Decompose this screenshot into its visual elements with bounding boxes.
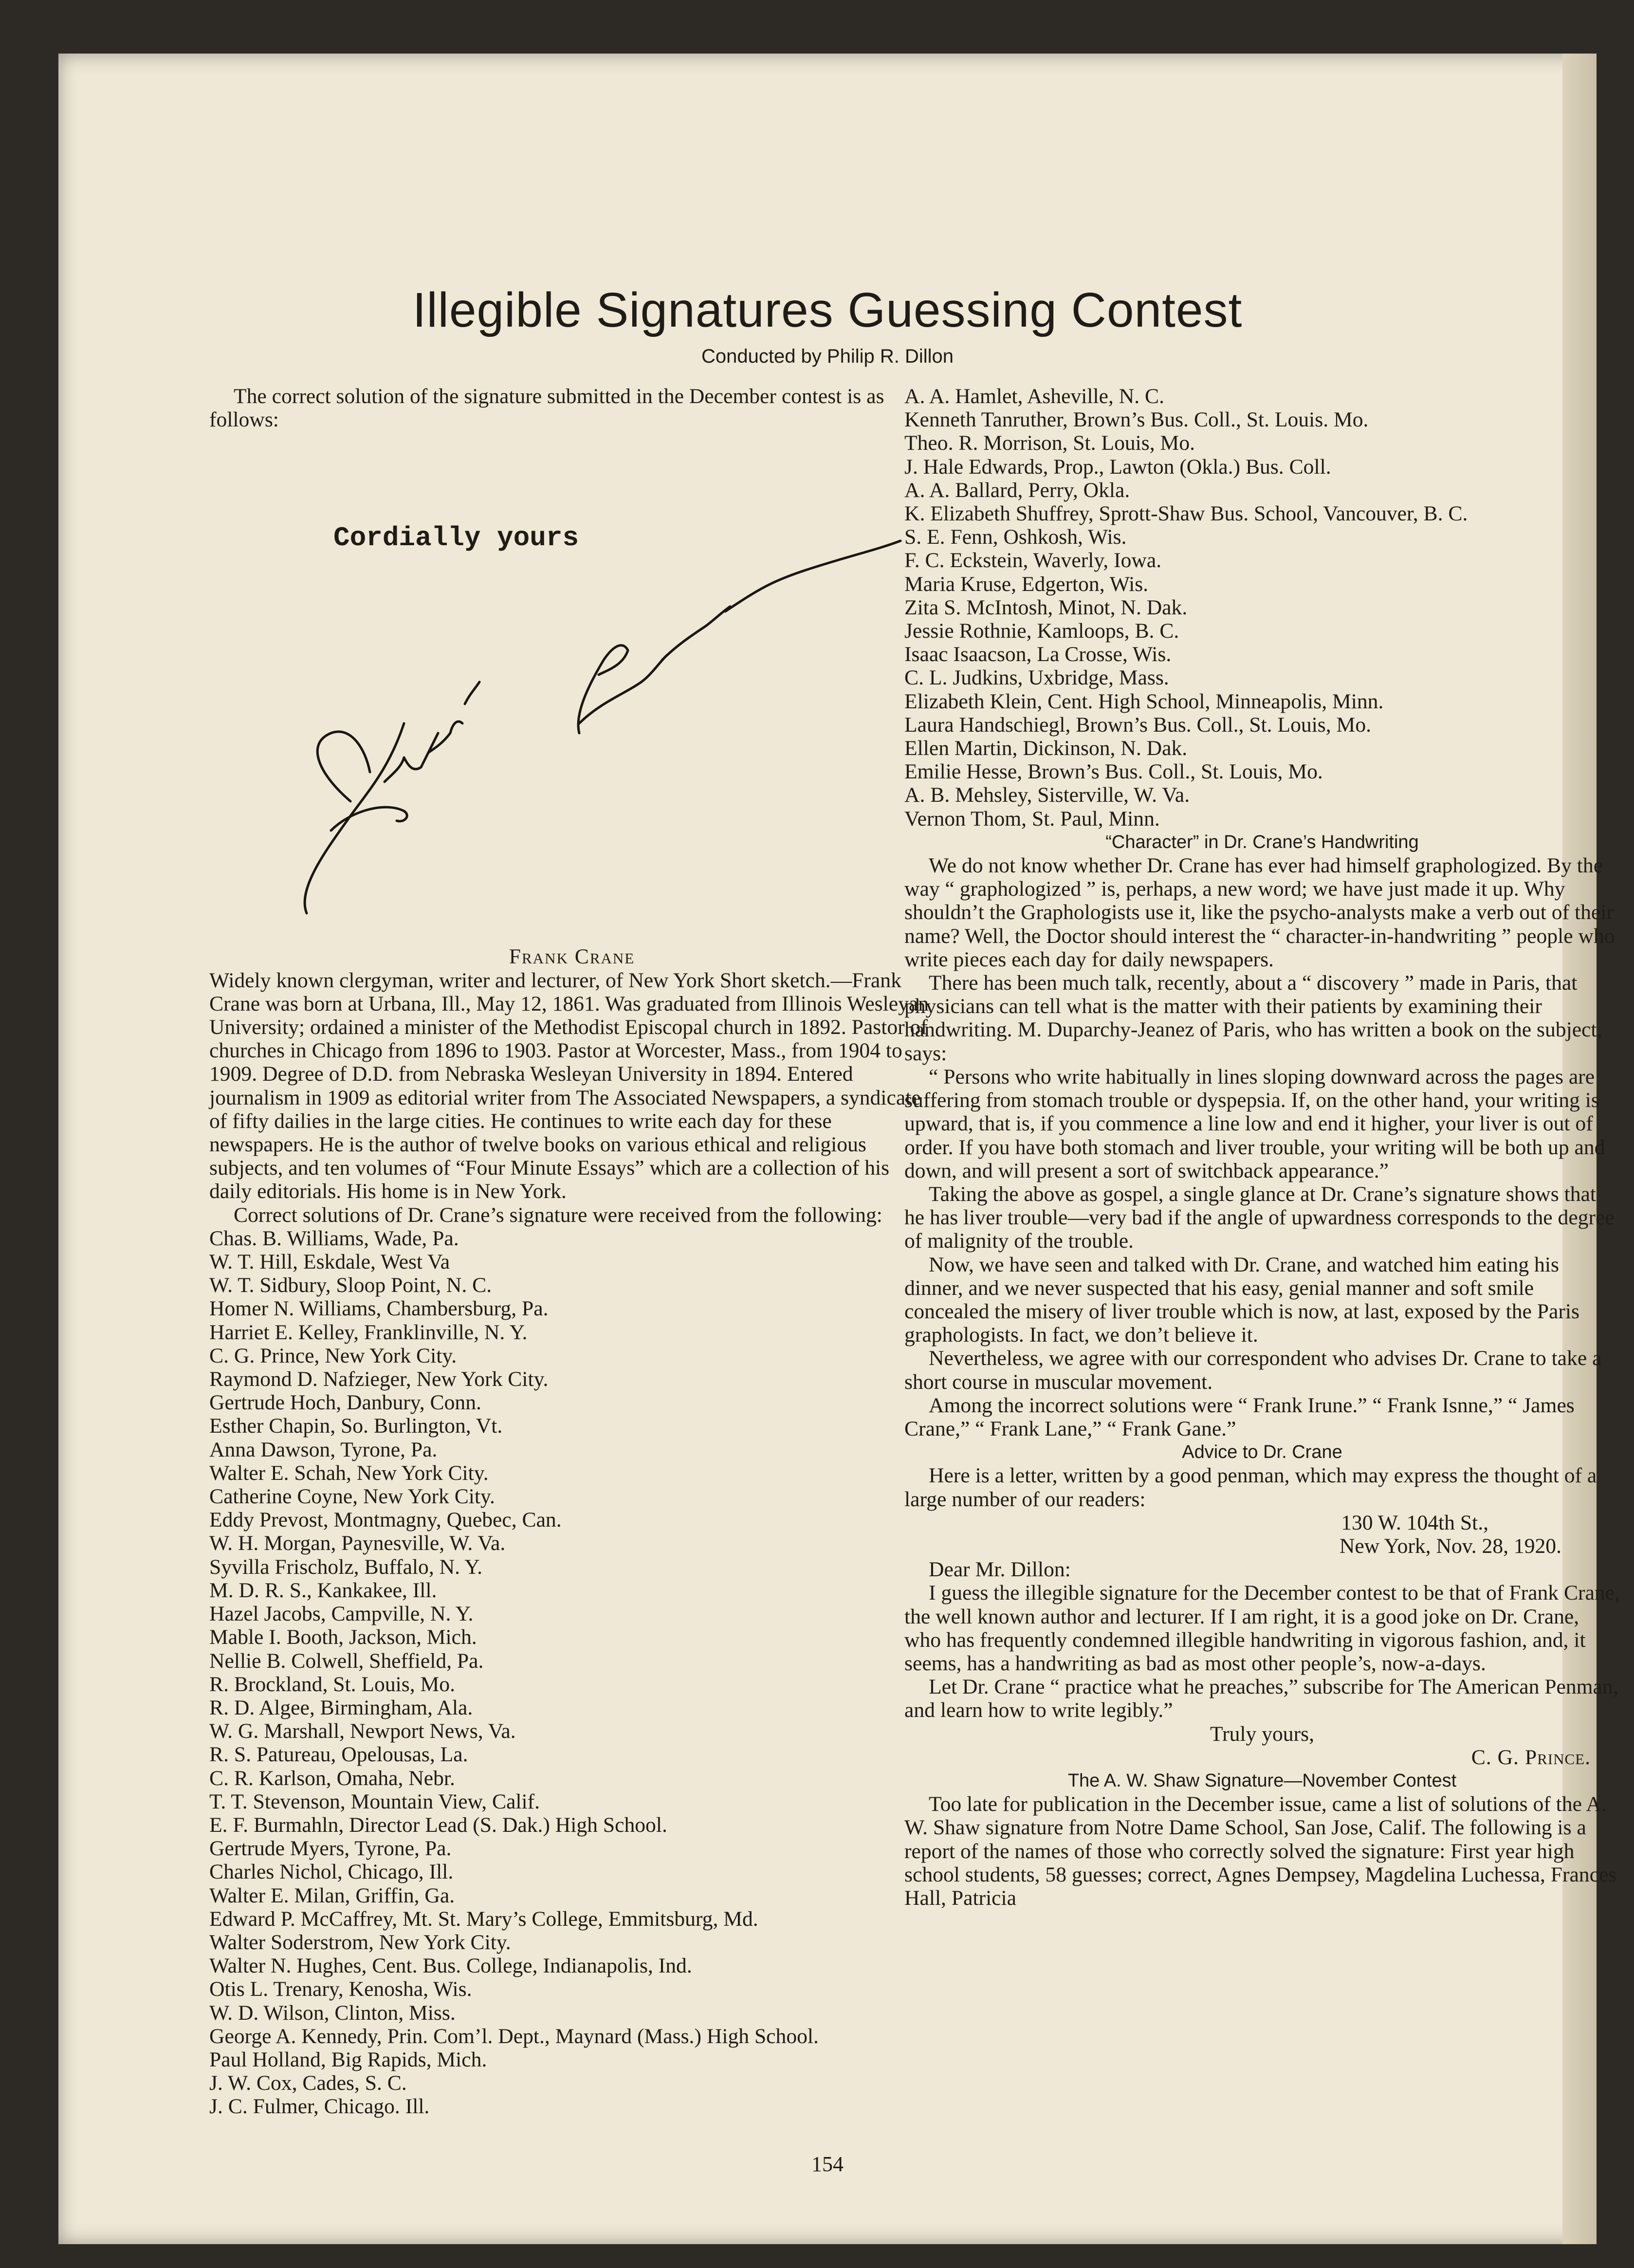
- section-heading-advice: Advice to Dr. Crane: [1182, 1442, 1342, 1463]
- solver-entry: Walter E. Milan, Griffin, Ga.: [209, 1883, 455, 1907]
- solver-entry: Catherine Coyne, New York City.: [209, 1485, 495, 1509]
- solver-entry: R. S. Patureau, Opelousas, La.: [209, 1743, 468, 1767]
- solver-entry: A. A. Ballard, Perry, Okla.: [904, 478, 1130, 502]
- section-paragraph: “ Persons who write habitually in lines sloping downward across the pages are suffering from stomach trouble or dyspepsia. If, on the other hand, your writing is upward, that is, if you commence a line low and end it higher, your liver is out of order. If you have both stomach and liver trouble, your writing will be both up and down, and will present a sort of switchback appearance.”: [904, 1065, 1605, 1182]
- section-paragraph: Now, we have seen and talked with Dr. Crane, and watched him eating his dinner, and we never suspected that his easy, genial manner and soft smile concealed the misery of liver trouble which is now, at last, exposed by the Paris graphologists. In fact, we don’t believe it.: [904, 1253, 1579, 1347]
- page-number: 154: [811, 2152, 844, 2176]
- section-character-body: [904, 854, 1620, 1440]
- section-paragraph: Taking the above as gospel, a single glance at Dr. Crane’s signature shows that he has liver trouble—very bad if the angle of upwardness corresponds to the degree of malignity of the trouble.: [904, 1182, 1615, 1253]
- solver-entry: Isaac Isaacson, La Crosse, Wis.: [904, 643, 1172, 666]
- section-paragraph: We do not know whether Dr. Crane has ever had himself graphologized. By the way “ graphologized ” is, perhaps, a new word; we have just made it up. Why shouldn’t the Graphologists use it, like the psycho-analysts make a verb out of their name? Well, the Doctor should interest the “ character-in-handwriting ” people who write pieces each day for daily newspapers.: [904, 854, 1615, 971]
- solver-entry: Kenneth Tanruther, Brown’s Bus. Coll., St. Louis. Mo.: [904, 408, 1369, 432]
- solver-entry: J. W. Cox, Cades, S. C.: [209, 2071, 407, 2095]
- left-column: [209, 385, 935, 2119]
- solver-entry: C. L. Judkins, Uxbridge, Mass.: [904, 666, 1169, 690]
- solver-entry: Chas. B. Williams, Wade, Pa.: [209, 1226, 459, 1250]
- letter-address-line-1: 130 W. 104th St.,: [1341, 1511, 1488, 1534]
- signature-figure: [209, 431, 935, 945]
- solver-entry: C. G. Prince, New York City.: [209, 1344, 457, 1367]
- solver-entry: S. E. Fenn, Oshkosh, Wis.: [904, 525, 1127, 549]
- solver-entry: Laura Handschiegl, Brown’s Bus. Coll., St. Louis, Mo.: [904, 713, 1372, 737]
- solver-entry: F. C. Eckstein, Waverly, Iowa.: [904, 549, 1162, 572]
- letter-body-1: I guess the illegible signature for the December contest to be that of Frank Crane, the well known author and lecturer. If I am right, it is a good joke on Dr. Crane, who has frequently condemned illegible handwriting in vigorous fashion, and, it seems, has a handwriting as bad as most other people’s, now-a-days.: [904, 1581, 1620, 1675]
- solver-entry: Vernon Thom, St. Paul, Minn.: [904, 807, 1160, 830]
- solver-entry: J. Hale Edwards, Prop., Lawton (Okla.) Bus. Coll.: [904, 455, 1331, 479]
- article-byline: Conducted by Philip R. Dillon: [701, 346, 954, 367]
- magazine-page: [58, 54, 1620, 2244]
- solver-entry: Hazel Jacobs, Campville, N. Y.: [209, 1602, 474, 1626]
- solver-entry: Emilie Hesse, Brown’s Bus. Coll., St. Louis, Mo.: [904, 760, 1323, 784]
- section-paragraph: Nevertheless, we agree with our correspondent who advises Dr. Crane to take a short course in muscular movement.: [904, 1346, 1602, 1394]
- solver-entry: Anna Dawson, Tyrone, Pa.: [209, 1438, 438, 1461]
- solver-entry: Jessie Rothnie, Kamloops, B. C.: [904, 619, 1179, 643]
- solver-entry: Ellen Martin, Dickinson, N. Dak.: [904, 737, 1188, 760]
- article-title: Illegible Signatures Guessing Contest: [412, 283, 1243, 337]
- solver-entry: E. F. Burmahln, Director Lead (S. Dak.) High School.: [209, 1813, 667, 1837]
- typed-closing: Cordially yours: [333, 522, 579, 554]
- solver-entry: K. Elizabeth Shuffrey, Sprott-Shaw Bus. School, Vancouver, B. C.: [904, 502, 1468, 526]
- signature-caption: Frank Crane: [509, 945, 635, 969]
- solver-entry: Charles Nichol, Chicago, Ill.: [209, 1860, 454, 1884]
- solver-entry: Homer N. Williams, Chambersburg, Pa.: [209, 1297, 549, 1321]
- solvers-intro: Correct solutions of Dr. Crane’s signature were received from the following:: [234, 1203, 882, 1227]
- solver-entry: Esther Chapin, So. Burlington, Vt.: [209, 1414, 503, 1438]
- handwritten-signature-image: [287, 431, 920, 938]
- section-paragraph: Among the incorrect solutions were “ Frank Irune.” “ Frank Isnne,” “ James Crane,” “ Frank Lane,” “ Frank Gane.”: [904, 1393, 1575, 1440]
- solver-entry: W. T. Hill, Eskdale, West Va: [209, 1250, 450, 1274]
- solver-entry: Walter N. Hughes, Cent. Bus. College, Indianapolis, Ind.: [209, 1954, 692, 1978]
- solver-entry: Edward P. McCaffrey, Mt. St. Mary’s College, Emmitsburg, Md.: [209, 1907, 758, 1931]
- letter-body-2: Let Dr. Crane “ practice what he preaches,” subscribe for The American Penman, and learn how to write legibly.”: [904, 1675, 1618, 1722]
- solver-entry: W. D. Wilson, Clinton, Miss.: [209, 2001, 456, 2025]
- solver-entry: Maria Kruse, Edgerton, Wis.: [904, 572, 1149, 596]
- solver-entry: Harriet E. Kelley, Franklinville, N. Y.: [209, 1320, 528, 1344]
- section-heading-shaw: The A. W. Shaw Signature—November Contest: [1067, 1770, 1457, 1791]
- shaw-paragraph: Too late for publication in the December issue, came a list of solutions of the A. W. Shaw signature from Notre Dame School, San Jose, Calif. The following is a report of the names of those who correctly solved the signature: First year high school students, 58 guesses; correct, Agnes Dempsey, Magdelina Luchessa, Frances Hall, Patricia: [904, 1792, 1617, 1910]
- solver-entry: A. B. Mehsley, Sisterville, W. Va.: [904, 783, 1190, 807]
- solver-entry: Nellie B. Colwell, Sheffield, Pa.: [209, 1649, 484, 1673]
- letter-closing: Truly yours,: [1210, 1722, 1314, 1746]
- solvers-list-right: [904, 385, 1620, 830]
- solver-entry: A. A. Hamlet, Asheville, N. C.: [904, 385, 1164, 408]
- solver-entry: Gertrude Myers, Tyrone, Pa.: [209, 1837, 452, 1861]
- bio-paragraph: Widely known clergyman, writer and lecturer, of New York Short sketch.—Frank Crane was born at Urbana, Ill., May 12, 1861. Was graduated from Illinois Wesleyan University; ordained a minister of the Methodist Episcopal church in 1892. Pastor of churches in Chicago from 1896 to 1903. Pastor at Worcester, Mass., from 1904 to 1909. Degree of D.D. from Nebraska Wesleyan University in 1894. Entered journalism in 1909 as editorial writer from The Associated Newspapers, a syndicate of fifty dailies in the large cities. He continues to write each day for these newspapers. He is the author of twelve books on various ethical and religious subjects, and ten volumes of “Four Minute Essays” which are a collection of his daily editorials. His home is in New York.: [209, 968, 929, 1203]
- solver-entry: Gertrude Hoch, Danbury, Conn.: [209, 1391, 481, 1415]
- section-paragraph: There has been much talk, recently, about a “ discovery ” made in Paris, that physicians can tell what is the matter with their patients by examining their handwriting. M. Duparchy-Jeanez of Paris, who has written a book on the subject, says:: [904, 971, 1602, 1065]
- solvers-list-left: [209, 1227, 935, 2119]
- solver-entry: Walter E. Schah, New York City.: [209, 1461, 489, 1485]
- letter-signer: C. G. Prince.: [1471, 1745, 1591, 1769]
- solver-entry: George A. Kennedy, Prin. Com’l. Dept., Maynard (Mass.) High School.: [209, 2024, 819, 2048]
- right-column: [904, 385, 1620, 1910]
- solver-entry: W. H. Morgan, Paynesville, W. Va.: [209, 1531, 506, 1555]
- letter-salutation: Dear Mr. Dillon:: [929, 1558, 1071, 1582]
- letter-intro: Here is a letter, written by a good penman, which may express the thought of a large number of our readers:: [904, 1464, 1597, 1511]
- solver-entry: W. T. Sidbury, Sloop Point, N. C.: [209, 1273, 492, 1297]
- solver-entry: R. D. Algee, Birmingham, Ala.: [209, 1696, 473, 1719]
- solver-entry: Elizabeth Klein, Cent. High School, Minneapolis, Minn.: [904, 689, 1384, 713]
- solver-entry: Walter Soderstrom, New York City.: [209, 1930, 511, 1954]
- solver-entry: Zita S. McIntosh, Minot, N. Dak.: [904, 595, 1188, 619]
- letter-address-line-2: New York, Nov. 28, 1920.: [1339, 1534, 1561, 1558]
- solver-entry: R. Brockland, St. Louis, Mo.: [209, 1672, 455, 1696]
- solver-entry: M. D. R. S., Kankakee, Ill.: [209, 1578, 437, 1602]
- solver-entry: Eddy Prevost, Montmagny, Quebec, Can.: [209, 1508, 562, 1532]
- solver-entry: Theo. R. Morrison, St. Louis, Mo.: [904, 431, 1195, 455]
- solver-entry: W. G. Marshall, Newport News, Va.: [209, 1719, 516, 1743]
- intro-paragraph: The correct solution of the signature submitted in the December contest is as follows:: [209, 385, 884, 432]
- solver-entry: Syvilla Frischolz, Buffalo, N. Y.: [209, 1555, 483, 1579]
- solver-entry: Raymond D. Nafzieger, New York City.: [209, 1367, 549, 1391]
- solver-entry: T. T. Stevenson, Mountain View, Calif.: [209, 1789, 540, 1813]
- solver-entry: Paul Holland, Big Rapids, Mich.: [209, 2047, 487, 2071]
- solver-entry: Otis L. Trenary, Kenosha, Wis.: [209, 1977, 472, 2001]
- solver-entry: C. R. Karlson, Omaha, Nebr.: [209, 1766, 455, 1790]
- section-heading-character: “Character” in Dr. Crane’s Handwriting: [1105, 831, 1419, 852]
- solver-entry: J. C. Fulmer, Chicago. Ill.: [209, 2095, 430, 2119]
- solver-entry: Mable I. Booth, Jackson, Mich.: [209, 1625, 477, 1649]
